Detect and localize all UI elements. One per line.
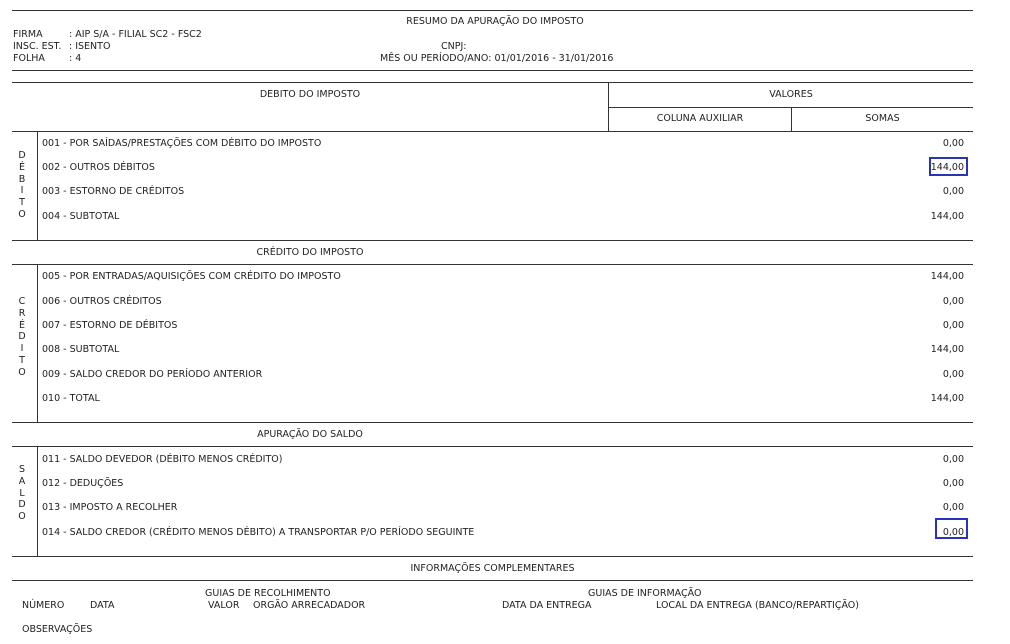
row-label-011: 011 - SALDO DEVEDOR (DÉBITO MENOS CRÉDITO) xyxy=(42,454,283,465)
row-label-013: 013 - IMPOSTO A RECOLHER xyxy=(42,502,178,513)
debito-side-label: D É B I T O xyxy=(18,150,26,220)
row-value-004: 144,00 xyxy=(930,211,964,222)
row-value-003: 0,00 xyxy=(942,186,964,197)
row-label-010: 010 - TOTAL xyxy=(42,393,100,404)
rule xyxy=(12,422,973,423)
row-value-001: 0,00 xyxy=(942,138,964,149)
row-label-004: 004 - SUBTOTAL xyxy=(42,211,120,222)
valores-header: VALORES xyxy=(769,89,813,100)
debito-imposto-header: DEBITO DO IMPOSTO xyxy=(259,89,361,100)
row-label-006: 006 - OUTROS CRÉDITOS xyxy=(42,296,162,307)
firma-value: : AIP S/A - FILIAL SC2 - FSC2 xyxy=(69,29,202,40)
credito-section-title: CRÉDITO DO IMPOSTO xyxy=(256,247,364,258)
row-label-002: 002 - OUTROS DÉBITOS xyxy=(42,162,155,173)
row-value-009: 0,00 xyxy=(942,369,964,380)
observacoes-label: OBSERVAÇÕES xyxy=(22,624,93,635)
row-label-009: 009 - SALDO CREDOR DO PERÍODO ANTERIOR xyxy=(42,369,263,380)
row-label-007: 007 - ESTORNO DE DÉBITOS xyxy=(42,320,178,331)
row-value-011: 0,00 xyxy=(942,454,964,465)
folha-label: FOLHA xyxy=(13,53,45,64)
row-value-014: 0,00 xyxy=(942,527,964,538)
row-label-012: 012 - DEDUÇÕES xyxy=(42,478,124,489)
rule xyxy=(12,556,973,557)
rule xyxy=(12,580,973,581)
coluna-auxiliar-header: COLUNA AUXILIAR xyxy=(656,113,744,124)
report-title: RESUMO DA APURAÇÃO DO IMPOSTO xyxy=(406,16,584,27)
rule xyxy=(12,264,973,265)
highlight-box-002 xyxy=(929,157,968,176)
insc-value: : ISENTO xyxy=(69,41,111,52)
data-entrega-header: DATA DA ENTREGA xyxy=(502,600,592,611)
guias-informacao: GUIAS DE INFORMAÇÃO xyxy=(588,588,702,599)
rule xyxy=(12,70,973,71)
credito-side-label: C R É D I T O xyxy=(18,296,26,378)
rule xyxy=(37,264,38,422)
complementares-title: INFORMAÇÕES COMPLEMENTARES xyxy=(410,563,575,574)
top-rule xyxy=(12,10,973,11)
insc-label: INSC. EST. xyxy=(13,41,62,52)
orgao-header: ORGÃO ARRECADADOR xyxy=(253,600,366,611)
row-label-008: 008 - SUBTOTAL xyxy=(42,344,120,355)
rule xyxy=(37,446,38,556)
row-label-001: 001 - POR SAÍDAS/PRESTAÇÕES COM DÉBITO DO IMPOSTO xyxy=(42,138,322,149)
rule xyxy=(12,131,973,132)
guias-recolhimento: GUIAS DE RECOLHIMENTO xyxy=(205,588,331,599)
row-label-003: 003 - ESTORNO DE CRÉDITOS xyxy=(42,186,185,197)
row-label-014: 014 - SALDO CREDOR (CRÉDITO MENOS DÉBITO) A TRANSPORTAR P/O PERÍODO SEGUINTE xyxy=(42,527,475,538)
row-value-010: 144,00 xyxy=(930,393,964,404)
row-value-002: 144,00 xyxy=(930,162,964,173)
somas-header: SOMAS xyxy=(865,113,900,124)
row-label-005: 005 - POR ENTRADAS/AQUISIÇÕES COM CRÉDITO DO IMPOSTO xyxy=(42,271,341,282)
periodo: MÊS OU PERÍODO/ANO: 01/01/2016 - 31/01/2016 xyxy=(380,53,614,64)
row-value-006: 0,00 xyxy=(942,296,964,307)
folha-value: : 4 xyxy=(69,53,82,64)
data-header: DATA xyxy=(90,600,115,611)
rule xyxy=(37,131,38,240)
valor-header: VALOR xyxy=(208,600,240,611)
rule xyxy=(12,240,973,241)
highlight-box-014 xyxy=(935,518,968,539)
saldo-side-label: S A L D O xyxy=(18,464,26,523)
local-entrega-header: LOCAL DA ENTREGA (BANCO/REPARTIÇÃO) xyxy=(656,600,859,611)
numero-header: NÚMERO xyxy=(22,600,65,611)
rule xyxy=(12,446,973,447)
row-value-005: 144,00 xyxy=(930,271,964,282)
row-value-008: 144,00 xyxy=(930,344,964,355)
row-value-007: 0,00 xyxy=(942,320,964,331)
cnpj-label: CNPJ: xyxy=(441,41,467,52)
saldo-section-title: APURAÇÃO DO SALDO xyxy=(257,429,363,440)
firma-label: FIRMA xyxy=(13,29,43,40)
row-value-012: 0,00 xyxy=(942,478,964,489)
row-value-013: 0,00 xyxy=(942,502,964,513)
rule xyxy=(12,82,973,83)
